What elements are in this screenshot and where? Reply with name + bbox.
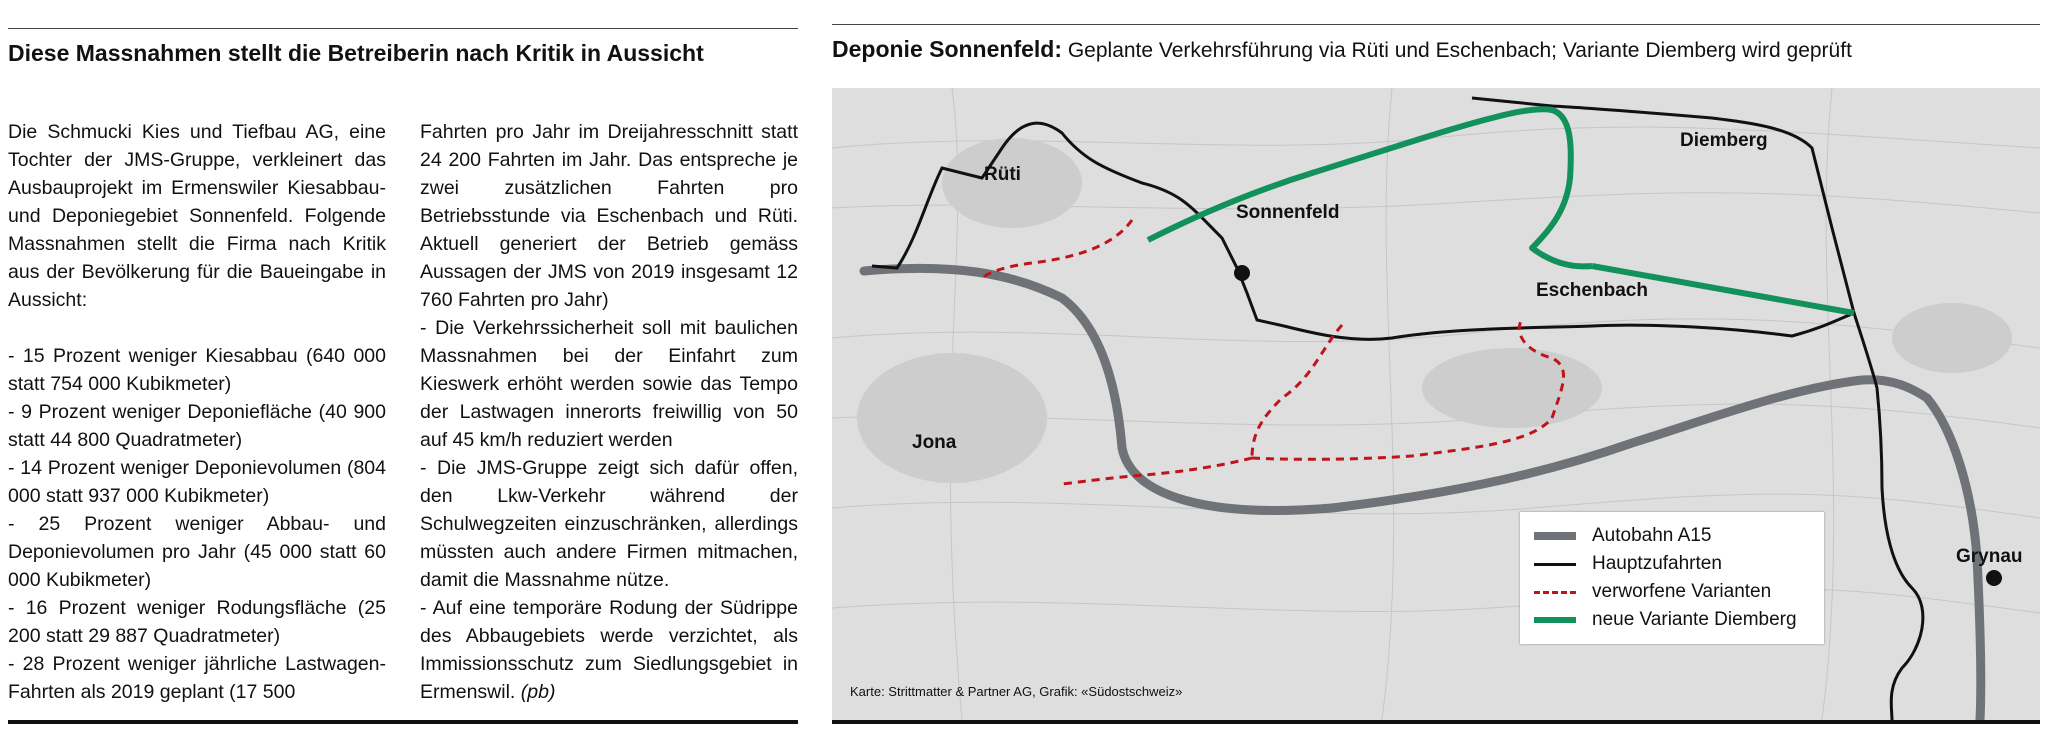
column-1-bullet: - 15 Prozent weniger Kiesabbau (640 000 statt 754 000 Kubikmeter): [8, 345, 386, 395]
map-title-rest: Geplante Verkehrsführung via Rüti und Eschenbach; Variante Diemberg wird geprüft: [1067, 39, 1852, 62]
sonnenfeld-marker: [1234, 265, 1250, 281]
paragraph-gap: [8, 314, 386, 342]
column-1-bullet: - 14 Prozent weniger Deponievolumen (804 000 statt 937 000 Kubikmeter): [8, 457, 386, 507]
legend-swatch-autobahn: [1534, 532, 1576, 540]
left-top-rule: [8, 28, 798, 29]
place-label-jona: Jona: [912, 432, 957, 453]
map-title-bold: Deponie Sonnenfeld:: [832, 36, 1062, 62]
map-title: [832, 36, 2040, 63]
column-2-bullet: - Die JMS-Gruppe zeigt sich dafür offen, den Lkw-Verkehr während der Schulwegzeiten einzuschränken, allerdings müssten auch andere Firmen mitmachen, damit die Massnahme nütze.: [420, 457, 798, 591]
column-2-bullet: - Die Verkehrssicherheit soll mit baulichen Massnahmen bei der Einfahrt zum Kieswerk erhöht werden sowie das Tempo der Lastwagen innerorts freiwillig von 50 auf 45 km/h reduziert werden: [420, 317, 798, 451]
legend-swatch-neue-variante: [1534, 617, 1576, 623]
author-initials: (pb): [520, 681, 556, 703]
legend-item-hauptzufahrten: [1534, 550, 1722, 578]
column-2-paragraph: Fahrten pro Jahr im Dreijahresschnitt statt 24 200 Fahrten im Jahr. Das entspreche je zwei zusätzlichen Fahrten pro Betriebsstunde via Eschenbach und Rüti. Aktuell generiert der Betrieb gemäss Aussagen der JMS von 2019 insgesamt 12 760 Fahrten pro Jahr): [420, 121, 798, 311]
left-bottom-rule: [8, 720, 798, 724]
place-label-grynau: Grynau: [1956, 546, 2023, 567]
legend-label: Hauptzufahrten: [1592, 553, 1722, 574]
article-column-2: [420, 118, 798, 706]
column-1-paragraph: Die Schmucki Kies und Tiefbau AG, eine Tochter der JMS-Gruppe, verkleinert das Ausbauprojekt im Ermenswiler Kiesabbau- und Deponiegebiet Sonnenfeld. Folgende Massnahmen stellt die Firma nach Kritik aus der Bevölkerung für die Baueingabe in Aussicht:: [8, 121, 386, 311]
legend-item-autobahn: [1534, 522, 1711, 550]
legend-swatch-hauptzufahrten: [1534, 563, 1576, 566]
column-1-bullet: - 25 Prozent weniger Abbau- und Deponievolumen pro Jahr (45 000 statt 60 000 Kubikmeter): [8, 513, 386, 591]
legend-label: neue Variante Diemberg: [1592, 609, 1797, 630]
map-credit: Karte: Strittmatter & Partner AG, Grafik: «Südostschweiz»: [850, 684, 1183, 699]
route-map: [832, 88, 2040, 720]
place-label-diemberg: Diemberg: [1680, 130, 1768, 151]
column-1-bullet: - 16 Prozent weniger Rodungsfläche (25 200 statt 29 887 Quadratmeter): [8, 597, 386, 647]
grynau-marker: [1986, 570, 2002, 586]
column-1-bullet: - 28 Prozent weniger jährliche Lastwagen-Fahrten als 2019 geplant (17 500: [8, 653, 386, 703]
column-1-bullet: - 9 Prozent weniger Deponiefläche (40 900 statt 44 800 Quadratmeter): [8, 401, 386, 451]
article-column-1: [8, 118, 386, 706]
right-top-rule: [832, 24, 2040, 25]
map-legend: [1520, 512, 1824, 644]
place-label-eschenbach: Eschenbach: [1536, 280, 1648, 301]
article-headline: Diese Massnahmen stellt die Betreiberin nach Kritik in Aussicht: [8, 40, 704, 66]
legend-label: Autobahn A15: [1592, 525, 1712, 546]
place-label-rueti: Rüti: [984, 164, 1021, 185]
column-2-bullet-text: - Auf eine temporäre Rodung der Südrippe des Abbaugebiets werde verzichtet, als Immissionsschutz zum Siedlungsgebiet in Ermenswil.: [420, 597, 798, 703]
right-bottom-rule: [832, 720, 2040, 724]
legend-label: verworfene Varianten: [1592, 581, 1772, 602]
legend-item-neue-variante: [1534, 606, 1797, 634]
legend-swatch-verworfene-varianten: [1534, 591, 1576, 594]
place-label-sonnenfeld: Sonnenfeld: [1236, 202, 1340, 223]
legend-item-verworfene-varianten: [1534, 578, 1771, 606]
column-2-bullet: [420, 594, 798, 706]
map-graphic: [832, 88, 2040, 720]
